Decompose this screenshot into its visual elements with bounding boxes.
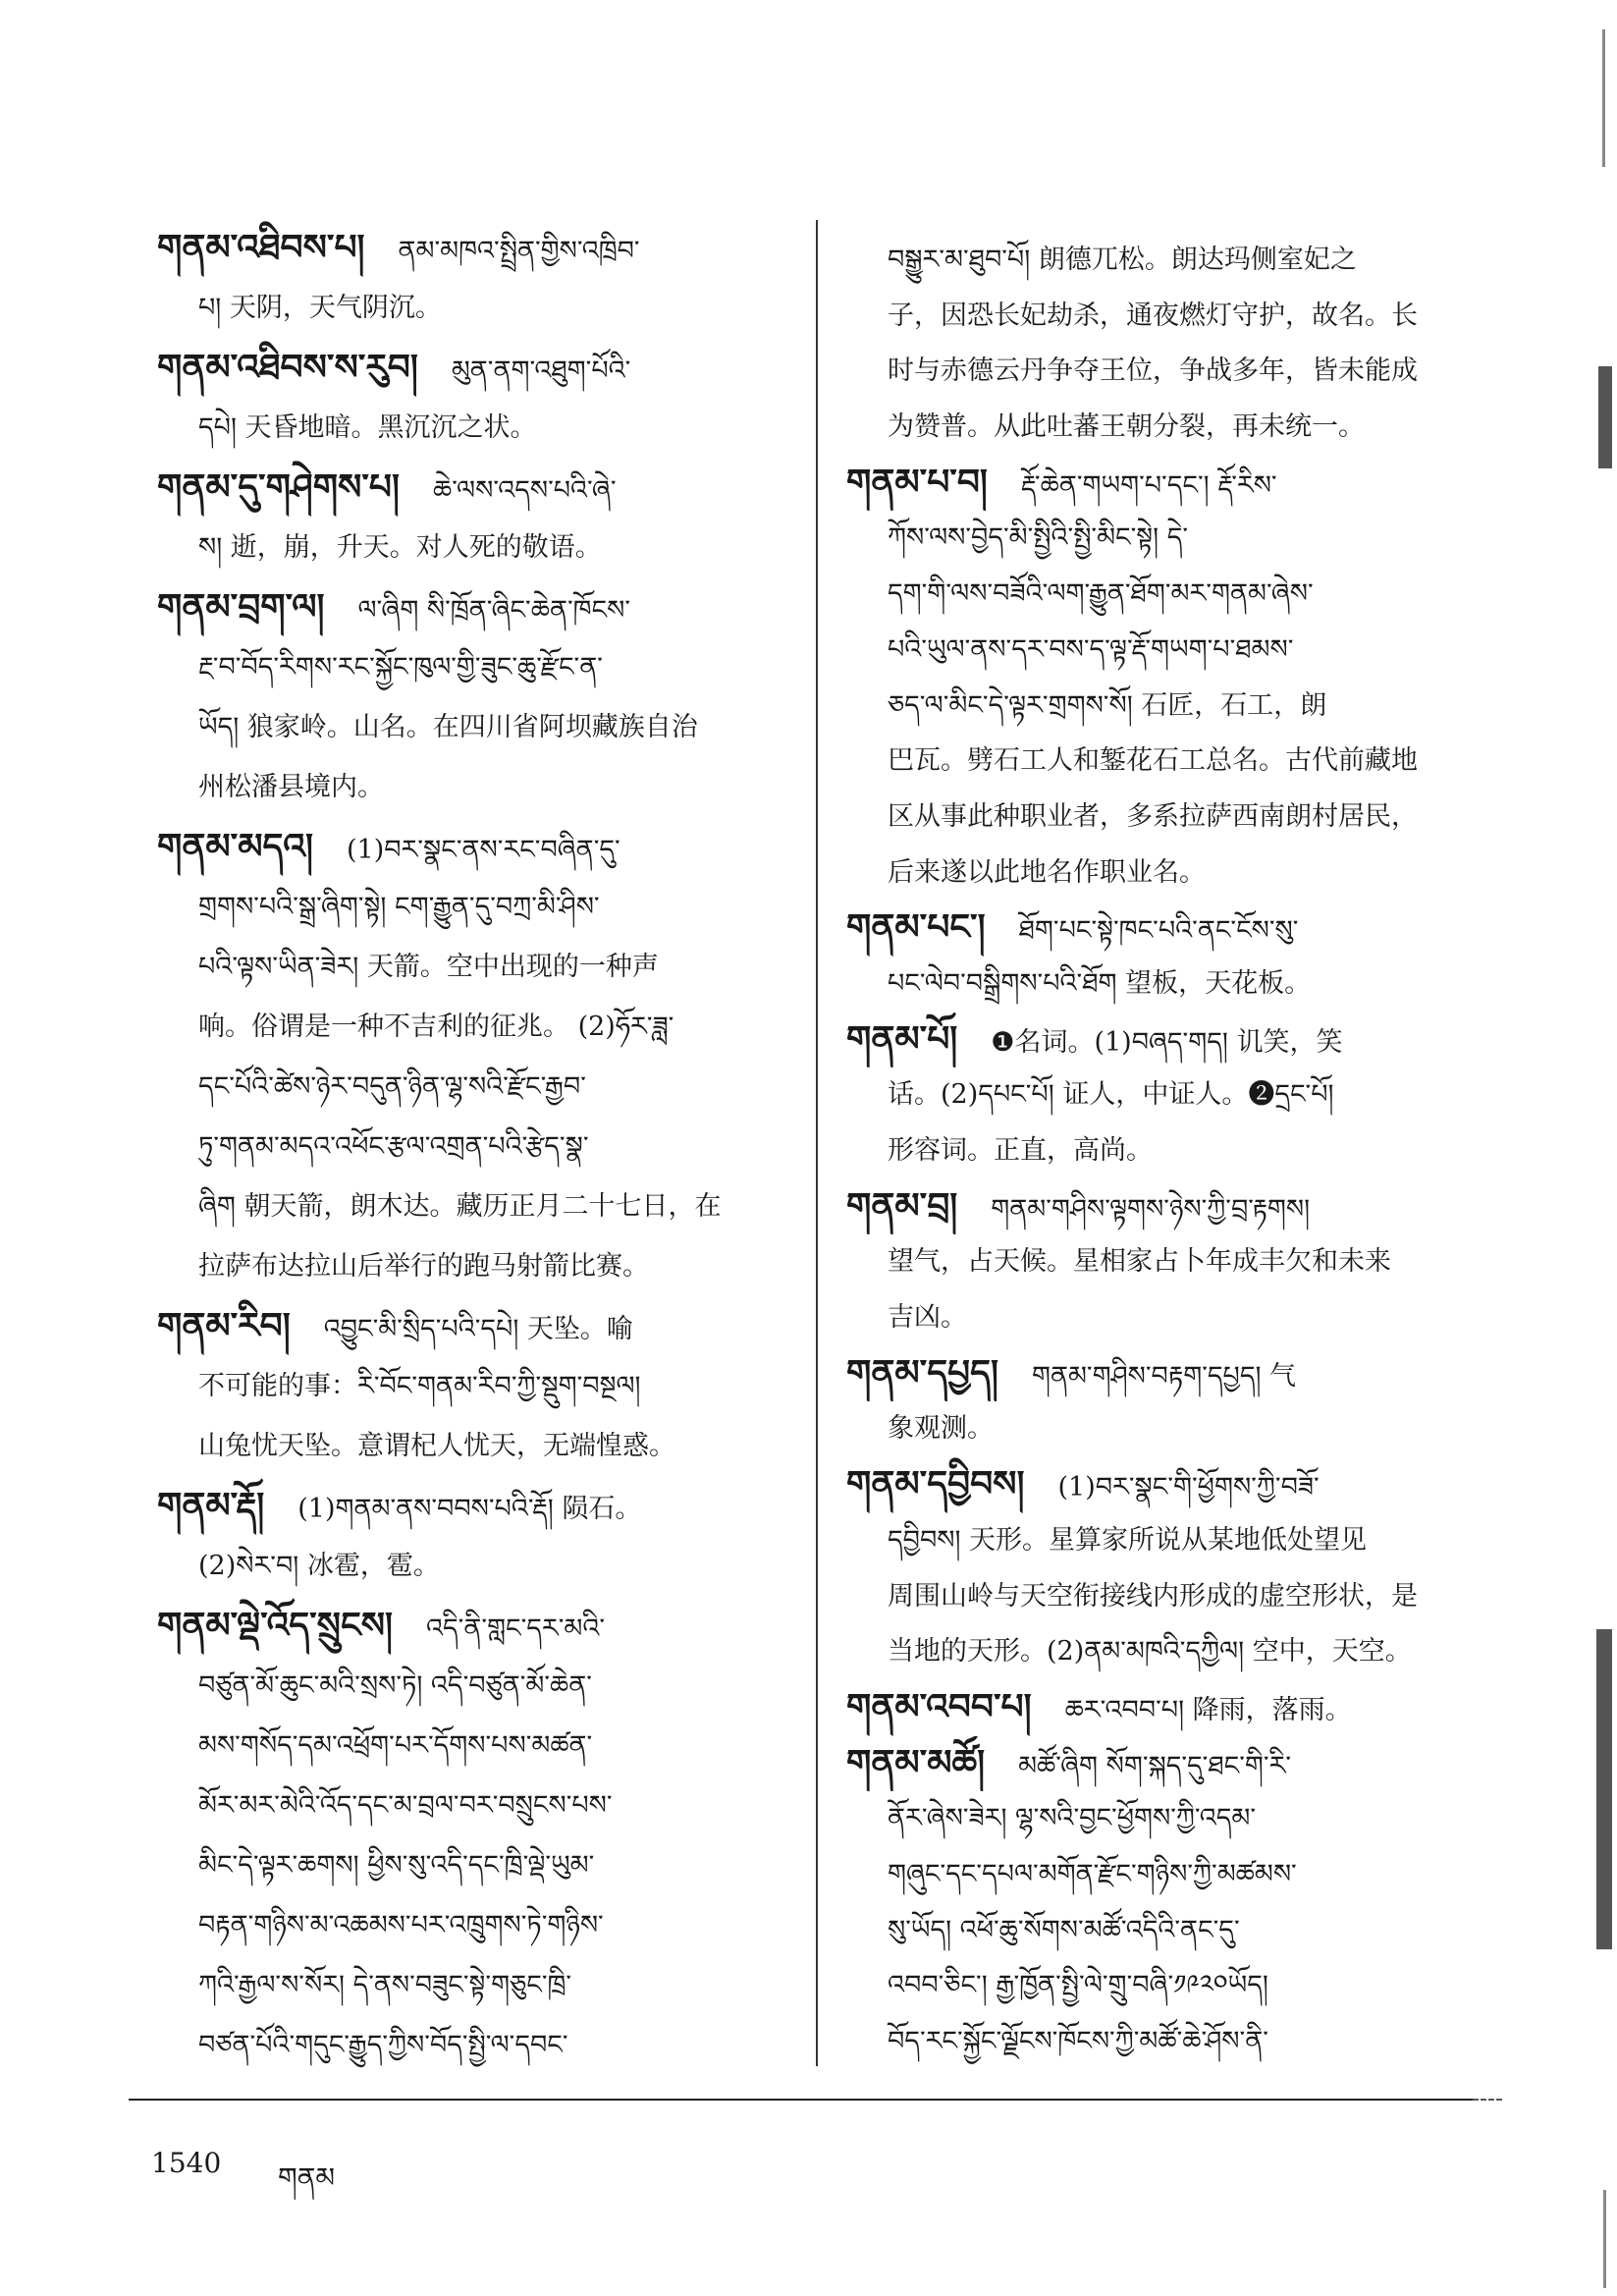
entry-line [846, 1457, 1484, 1513]
entry-line: 响。俗谓是一种不吉利的征兆。 (2)ཧོར་ཟླ་ [198, 1011, 674, 1042]
entry [157, 577, 785, 817]
entry-line: ཞིག 朝天箭，朗木达。藏历正月二十七日，在 [198, 1191, 722, 1222]
entry-line: པའི་ལྟས་ཡིན་ཟེར། 天箭。空中出现的一种声 [198, 952, 659, 982]
entry-line: མིང་དེ་ལྟར་ཆགས། ཕྱིས་སུ་འདི་དང་ཁྲི་ལྡེ་ཡུམ་ [198, 1850, 595, 1881]
entry-text: ལ་ཞིག སི་ཁྲོན་ཞིང་ཆེན་ཁོངས་ [357, 595, 631, 626]
headword: གནམ་པང་། [846, 907, 986, 949]
entry-text: མུན་ནག་འཐུག་པོའི་ [451, 355, 631, 386]
entry [846, 1680, 1484, 1736]
headword: གནམ་པོ། [846, 1018, 958, 1060]
entry-line [846, 1346, 1484, 1402]
entry [157, 218, 785, 338]
entry-line: ཡོད། 狼家岭。山名。在四川省阿坝藏族自治 [198, 712, 698, 742]
entry-line: གྲགས་པའི་སྒྲ་ཞིག་སྟེ། ངག་རྒྱུན་དུ་བཀྲ་མི་ཤིས་ [198, 892, 600, 922]
entry-line: དབྱིབས། 天形。星算家所说从某地低处望见 [888, 1524, 1368, 1556]
entry-text: (1)བར་སྣང་གི་ཕྱོགས་ཀྱི་བཟོ་ [1057, 1472, 1320, 1503]
entry-line: 象观测。 [888, 1413, 994, 1445]
entry-text: འབྱུང་མི་སྲིད་པའི་དཔེ། 天坠。喻 [323, 1314, 633, 1344]
entry-line: 山兔忧天坠。意谓杞人忧天，无端惶惑。 [198, 1431, 675, 1461]
entry-line: འབབ་ཅིང་། རྒྱ་ཁྱོན་སྤྱི་ལེ་གྲུ་བཞི་༡༩༢༠ཡོད། [888, 1970, 1268, 2001]
entry-text: ❶名词。(1)བཞད་གད། 讥笑，笑 [991, 1026, 1343, 1058]
entry-line: ས། 逝，崩，升天。对人死的敬语。 [198, 532, 602, 563]
headword: གནམ་ལྡེ་འོད་སྲུངས། [157, 1606, 394, 1646]
entry-line: 不可能的事：རི་བོང་གནམ་རིབ་ཀྱི་སྡུག་བསྔལ། [198, 1371, 641, 1401]
entry [846, 1012, 1484, 1179]
entry-line [157, 1296, 785, 1356]
headword: གནམ་འབབ་པ། [846, 1686, 1032, 1727]
entry-line: 后来遂以此地名作职业名。 [888, 856, 1206, 888]
entry [846, 1179, 1484, 1346]
entry-line: དཔེ། 天昏地暗。黑沉沉之状。 [198, 412, 537, 443]
entry-text: ཆེ་ལས་འདས་པའི་ཞེ་ [432, 475, 617, 506]
entry-line: 当地的天形。(2)ནམ་མཁའི་དཀྱིལ། 空中，天空。 [888, 1636, 1412, 1667]
entry-text: གནམ་གཤིས་བརྟག་དཔྱད། 气 [1031, 1360, 1297, 1392]
entry-line [846, 1680, 1484, 1736]
entry-line: མས་གསོད་དམ་འཕྲོག་པར་དོགས་པས་མཚན་ [198, 1730, 593, 1761]
headword: གནམ་འཐིབས་ས་རུབ། [157, 348, 418, 388]
headword: གནམ་དབྱིབས། [846, 1464, 1025, 1505]
entry-line: 区从事此种职业者，多系拉萨西南朗村居民， [888, 800, 1418, 832]
entry-line: ཏུ་གནམ་མདའ་འཕོང་རྩལ་འགྲན་པའི་རྩེད་སྣ་ [198, 1131, 589, 1162]
entry-line: རྔ་བ་བོད་རིགས་རང་སྐྱོང་ཁུལ་གྱི་ཟུང་ཆུ་རྫོང་ན་ [198, 652, 603, 683]
entry [157, 1476, 785, 1596]
headword: གནམ་མཚོ། [846, 1742, 986, 1783]
entry-line [157, 458, 785, 518]
entry-line: ཀའི་རྒྱལ་ས་སོར། དེ་ནས་བཟུང་སྟེ་གཅུང་ཁྲི་ [198, 1970, 572, 2000]
entry-text: རྡོ་ཆེན་གཡག་པ་དང་། རྡོ་རིས་ [1020, 469, 1277, 501]
entry-line [157, 338, 785, 398]
entry-line [157, 577, 785, 637]
headword: གནམ་རྡོ། [157, 1486, 265, 1526]
footer-rule-tail [1473, 2099, 1502, 2101]
entry-continuation [846, 233, 1484, 456]
headword: གནམ་འཐིབས་པ། [157, 228, 365, 268]
entry-line [157, 817, 785, 877]
entry [846, 1346, 1484, 1457]
entry [846, 1736, 1484, 2070]
scan-edge-mark [1602, 29, 1605, 167]
footer-rule [129, 2099, 1474, 2101]
column-divider [816, 220, 818, 2066]
headword: གནམ་དུ་གཤེགས་པ། [157, 467, 400, 508]
entry [846, 901, 1484, 1011]
entry-line: པ། 天阴，天气阴沉。 [198, 293, 442, 323]
entry-line: བཙུན་མོ་ཆུང་མའི་སྲས་ཏེ། འདི་བཙུན་མོ་ཆེན་ [198, 1670, 592, 1701]
entry-line: སུ་ཡོད། འཕོ་ཆུ་སོགས་མཚོ་འདིའི་ནང་དུ་ [888, 1914, 1240, 1945]
entry-line: 为赞普。从此吐蕃王朝分裂，再未统一。 [888, 411, 1365, 443]
entry-line: 形容词。正直，高尚。 [888, 1135, 1153, 1166]
entry-text: ཐོག་པང་སྟེ་ཁང་པའི་ནང་ངོས་སུ་ [1018, 915, 1299, 947]
entry-line: པའི་ཡུལ་ནས་དར་བས་ད་ལྟ་རྡོ་གཡག་པ་ཐམས་ [888, 633, 1294, 665]
entry-line [846, 456, 1484, 512]
headword: གནམ་བྲ། [846, 1185, 958, 1227]
headword: གནམ་པ་བ། [846, 462, 988, 503]
entry-line: དང་པོའི་ཚེས་ཉེར་བདུན་ཉིན་ལྷ་སའི་རྫོང་རྒྱབ་ [198, 1071, 586, 1102]
entry-line: མོར་མར་མེའི་འོད་དང་མ་བྲལ་བར་བསྲུངས་པས་ [198, 1790, 613, 1821]
entry-text: གནམ་གཤིས་ལྟགས་ཉེས་ཀྱི་བྲ་རྟགས། [991, 1193, 1311, 1225]
headword: གནམ་རིབ། [157, 1306, 291, 1346]
entry-line [846, 901, 1484, 957]
entry-line [157, 1596, 785, 1656]
entry [157, 1596, 785, 2075]
entry-line: 州松潘县境内。 [198, 772, 384, 802]
entry-line: བཙན་པོའི་གདུང་རྒྱུད་ཀྱིས་བོད་སྤྱི་ལ་དབང་ [198, 2030, 568, 2060]
entry-line [846, 1736, 1484, 1792]
entry-line [157, 218, 785, 278]
entry-line [846, 1179, 1484, 1235]
entry-text: (1)བར་སྣང་ནས་རང་བཞིན་དུ་ [346, 835, 620, 865]
right-column [846, 233, 1484, 2070]
entry-line: བརྟན་གཉིས་མ་འཆམས་པར་འཁྲུགས་ཏེ་གཉིས་ [198, 1910, 604, 1941]
entry-text: མཚོ་ཞིག སོག་སྐད་དུ་ཐང་གི་རི་ [1018, 1750, 1292, 1781]
entry-line: 子，因恐长妃劫杀，通夜燃灯守护，故名。长 [888, 300, 1418, 331]
scan-edge-mark [1596, 1629, 1612, 1949]
entry-line [157, 1476, 785, 1536]
headword: གནམ་མདའ། [157, 827, 313, 867]
scan-edge-mark [1598, 366, 1612, 468]
scan-edge-mark [1603, 2190, 1606, 2288]
entry [157, 338, 785, 458]
entry-line: 吉凶。 [888, 1302, 967, 1334]
entry-text: (1)གནམ་ནས་བབས་པའི་རྡོ། 陨石。 [297, 1494, 642, 1524]
entry [157, 817, 785, 1296]
entry-line: བོད་རང་སྐྱོང་ལྗོངས་ཁོངས་ཀྱི་མཚོ་ཆེ་ཤོས་ནི་ [888, 2026, 1268, 2056]
entry-line: 巴瓦。劈石工人和錾花石工总名。古代前藏地 [888, 745, 1418, 777]
entry-text: ནམ་མཁའ་སྤྲིན་གྱིས་འཁྲིབ་ [398, 236, 640, 266]
entry-line: དག་གི་ལས་བཟོའི་ལག་རྒྱུན་ཐོག་མར་གནམ་ཞེས་ [888, 578, 1314, 610]
entry-line: 周围山岭与天空衔接线内形成的虚空形状，是 [888, 1580, 1418, 1612]
entry-line: བསྒྱུར་མ་ཐུབ་པོ། 朗德兀松。朗达玛侧室妃之 [888, 245, 1357, 275]
entry-line: ཀོས་ལས་བྱེད་མི་སྤྱིའི་སྤྱི་མིང་སྟེ། དེ་ [888, 522, 1189, 554]
page-number: 1540 [151, 2147, 222, 2179]
left-column [157, 218, 785, 2075]
running-head: གནམ [278, 2161, 336, 2194]
entry-line: ནོར་ཞེས་ཟེར། ལྷ་སའི་བྱང་ཕྱོགས་ཀྱི་འདམ་ [888, 1803, 1257, 1834]
entry-line: 拉萨布达拉山后举行的跑马射箭比赛。 [198, 1251, 649, 1282]
entry [157, 458, 785, 577]
entry [846, 456, 1484, 902]
entry-line: 时与赤德云丹争夺王位，争战多年，皆未能成 [888, 355, 1418, 387]
entry-text: འདི་ནི་གླང་དར་མའི་ [426, 1613, 606, 1644]
entry-line: གཞུང་དང་དཔལ་མགོན་རྫོང་གཉིས་ཀྱི་མཚམས་ [888, 1858, 1297, 1889]
entry-line [846, 1012, 1484, 1068]
entry-line: 望气，占天候。星相家占卜年成丰欠和未来 [888, 1246, 1391, 1278]
headword: གནམ་དཔྱད། [846, 1352, 998, 1394]
entry [157, 1296, 785, 1476]
entry-text: ཆར་འབབ་པ། 降雨，落雨。 [1064, 1694, 1352, 1725]
entry [846, 1457, 1484, 1680]
entry-line: པང་ལེབ་བསྒྲིགས་པའི་ཐོག 望板，天花板。 [888, 967, 1312, 999]
entry-line: ཅད་ལ་མིང་དེ་ལྟར་གྲགས་སོ། 石匠，石工，朗 [888, 689, 1327, 721]
entry-line: (2)སེར་བ། 冰雹，雹。 [198, 1551, 440, 1581]
headword: གནམ་བྲག་ལ། [157, 587, 325, 628]
entry-line: 话。(2)དཔང་པོ། 证人，中证人。❷དྲང་པོ། [888, 1079, 1334, 1111]
